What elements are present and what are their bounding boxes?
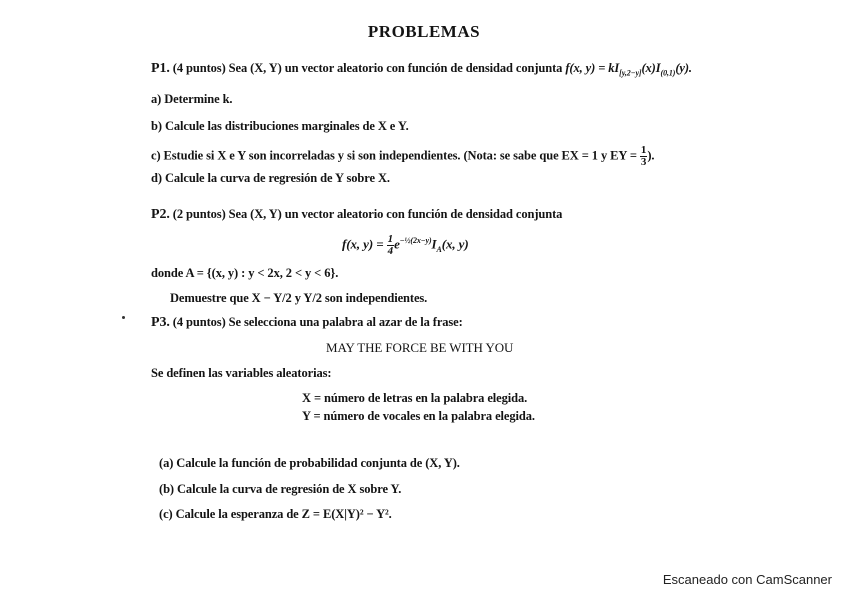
problem-1-formula: f(x, $y) = kI_{[y,2-y]}(x)I_{(0,1)}(y)$. <box>565 61 692 78</box>
problem-2-domain: donde A = {(x, y) : y < 2x, 2 < y < 6}. <box>151 266 339 280</box>
scan-speck <box>122 316 125 319</box>
problem-3-text: (4 puntos) Se selecciona una palabra al azar de la frase: <box>172 315 463 329</box>
problem-2-task: Demuestre que X − Y/2 y Y/2 son independientes. <box>170 291 428 305</box>
problem-3-phrase: MAY THE FORCE BE WITH YOU <box>326 340 514 355</box>
problem-3-part-a: (a) Calcule la función de probabilidad conjunta de (X, Y). <box>159 456 460 470</box>
problem-1-label: P1. <box>151 61 170 76</box>
problem-3-statement <box>151 315 463 331</box>
problem-1-part-a: a) Determine k. <box>151 92 233 106</box>
problem-3-label: P3. <box>151 315 170 330</box>
variable-x-definition: X = número de letras en la palabra elegida. <box>302 391 528 405</box>
problem-3-part-b: (b) Calcule la curva de regresión de X sobre Y. <box>159 482 402 496</box>
problem-2-text: (2 puntos) Sea (X, Y) un vector aleatorio con función de densidad conjunta <box>172 207 563 221</box>
problem-3-definitions-intro: Se definen las variables aleatorias: <box>151 366 332 380</box>
problem-1-part-d: d) Calcule la curva de regresión de Y sobre X. <box>151 171 390 185</box>
problem-1-part-b: b) Calcule las distribuciones marginales de X e Y. <box>151 119 409 133</box>
problem-2-statement <box>151 207 562 223</box>
problem-1-text: (4 puntos) Sea (X, Y) un vector aleatorio con función de densidad conjunta <box>172 61 563 75</box>
problem-2-label: P2. <box>151 207 170 222</box>
problem-1-part-c: c) Estudie si X e Y son incorreladas y si son independientes. (Nota: se sabe que EX = 1 y EY = $\frac{1}{3}$ ). <box>151 144 655 168</box>
variable-y-definition: Y = número de vocales en la palabra elegida. <box>302 409 535 423</box>
problem-1-statement <box>151 61 692 78</box>
fraction: $\frac{1}{3}$ <box>640 144 647 168</box>
camscanner-watermark: Escaneado con CamScanner <box>662 572 832 587</box>
problem-3-part-c: (c) Calcule la esperanza de Z = E(X|Y)² − Y². <box>159 507 392 521</box>
page-title: PROBLEMAS <box>367 22 481 41</box>
problem-2-formula: f(x, y) = $\frac{1}{4}$ $e^{-\frac{1}{2}(2x-y)}I_A(x$, y) <box>342 233 469 257</box>
